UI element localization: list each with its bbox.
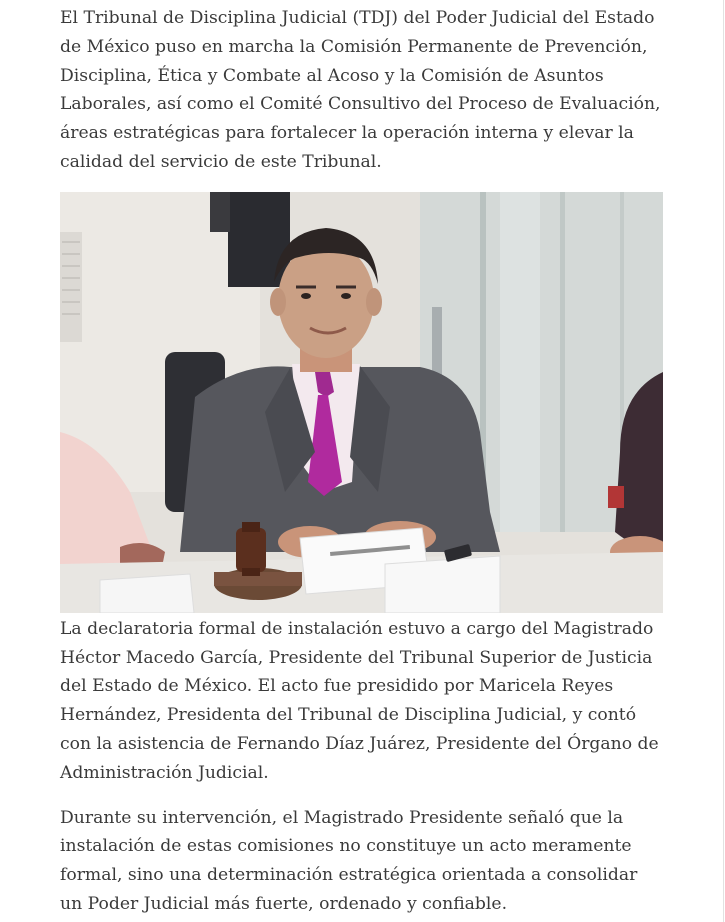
page-edge-rule [723, 0, 724, 922]
article-photo [60, 192, 663, 613]
article-paragraph: La declaratoria formal de instalación estuvo a cargo del Magistrado Héctor Macedo García, Presidente del Tribunal Superior de Justicia del Estado de México. El acto fue presidido por Maricela Reyes Hernández, Presidenta del Tribunal de Disciplina Judicial, y contó con la asistencia de Fernando Díaz Juárez, Presidente del Órgano de Administración Judicial. [60, 618, 659, 783]
article-paragraph: El Tribunal de Disciplina Judicial (TDJ) del Poder Judicial del Estado de México puso en marcha la Comisión Permanente de Prevención, Disciplina, Ética y Combate al Acoso y la Comisión de Asuntos Laborales, así como el Comité Consultivo del Proceso de Evaluación, áreas estratégicas para fortalecer la operación interna y elevar la calidad del servicio de este Tribunal. [60, 8, 661, 172]
article-paragraph: Durante su intervención, el Magistrado Presidente señaló que la instalación de estas comisiones no constituye un acto meramente formal, sino una determinación estratégica orientada a consolidar un Poder Judicial más fuerte, ordenado y confiable. [60, 807, 638, 914]
article-body [60, 4, 664, 919]
